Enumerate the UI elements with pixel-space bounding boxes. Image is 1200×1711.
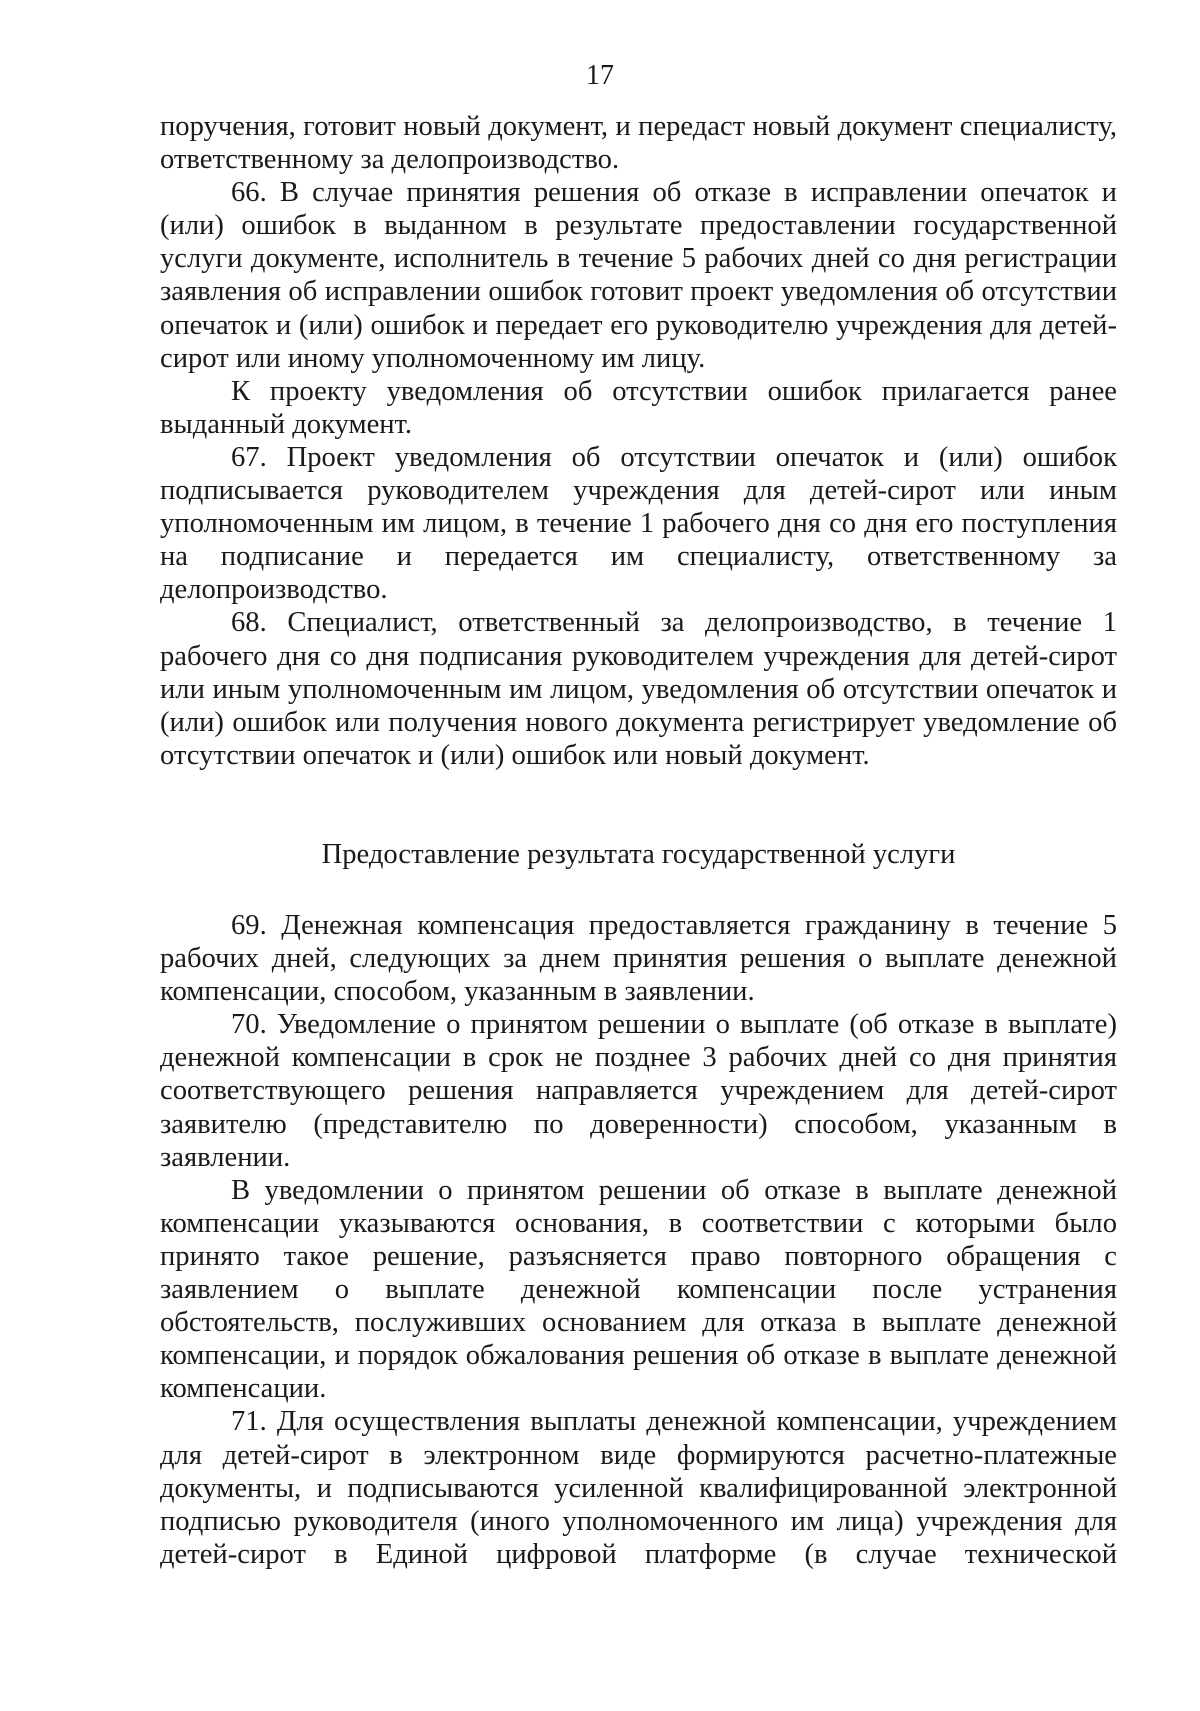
paragraph-70: 70. Уведомление о принятом решении о выплате (об отказе в выплате) денежной компенсации в срок не позднее 3 рабочих дней со дня принятия соответствующего решения направляется учреждением для детей-сирот заявителю (представителю по доверенности) способом, указанным в заявлении.: [160, 1009, 1117, 1173]
paragraph-68: 68. Специалист, ответственный за делопроизводство, в течение 1 рабочего дня со дня подписания руководителем учреждения для детей-сирот или иным уполномоченным им лицом, уведомления об отсутствии опечаток и (или) ошибок или получения нового документа регистрирует уведомление об отсутствии опечаток и (или) ошибок или новый документ.: [160, 607, 1117, 771]
paragraph-66-attachment: К проекту уведомления об отсутствии ошибок прилагается ранее выданный документ.: [160, 375, 1117, 440]
page-number: 17: [586, 60, 614, 91]
text-block-upper: [160, 110, 1117, 772]
paragraph-70-refusal-notice: В уведомлении о принятом решении об отказе в выплате денежной компенсации указываются основания, в соответствии с которыми было принято такое решение, разъясняется право повторного обращения с заявлением о выплате денежной компенсации после устранения обстоятельств, послуживших основанием для отказа в выплате денежной компенсации, и порядок обжалования решения об отказе в выплате денежной компенсации.: [160, 1174, 1117, 1405]
paragraph-67: 67. Проект уведомления об отсутствии опечаток и (или) ошибок подписывается руководителем учреждения для детей-сирот или иным уполномоченным им лицом, в течение 1 рабочего дня со дня его поступления на подписание и передается им специалисту, ответственному за делопроизводство.: [160, 441, 1117, 606]
text-block-lower: [160, 909, 1117, 1571]
paragraph-66: 66. В случае принятия решения об отказе в исправлении опечаток и (или) ошибок в выданном в результате предоставлении государственной услуги документе, исполнитель в течение 5 рабочих дней со дня регистрации заявления об исправлении ошибок готовит проект уведомления об отсутствии опечаток и (или) ошибок и передает его руководителю учреждения для детей-сирот или иному уполномоченному им лицу.: [160, 177, 1117, 374]
section-heading: Предоставление результата государственной услуги: [321, 839, 956, 870]
paragraph-69: 69. Денежная компенсация предоставляется гражданину в течение 5 рабочих дней, следующих за днем принятия решения о выплате денежной компенсации, способом, указанным в заявлении.: [160, 910, 1117, 1008]
section-heading-block: [160, 838, 1117, 871]
paragraph-71: 71. Для осуществления выплаты денежной компенсации, учреждением для детей-сирот в электронном виде формируются расчетно-платежные документы, и подписываются усиленной квалифицированной электронной подписью руководителя (иного уполномоченного им лица) учреждения для детей-сирот в Единой цифровой платформе (в случае технической: [160, 1406, 1117, 1570]
paragraph-continuation: поручения, готовит новый документ, и передаст новый документ специалисту, ответственному за делопроизводство.: [160, 111, 1117, 176]
